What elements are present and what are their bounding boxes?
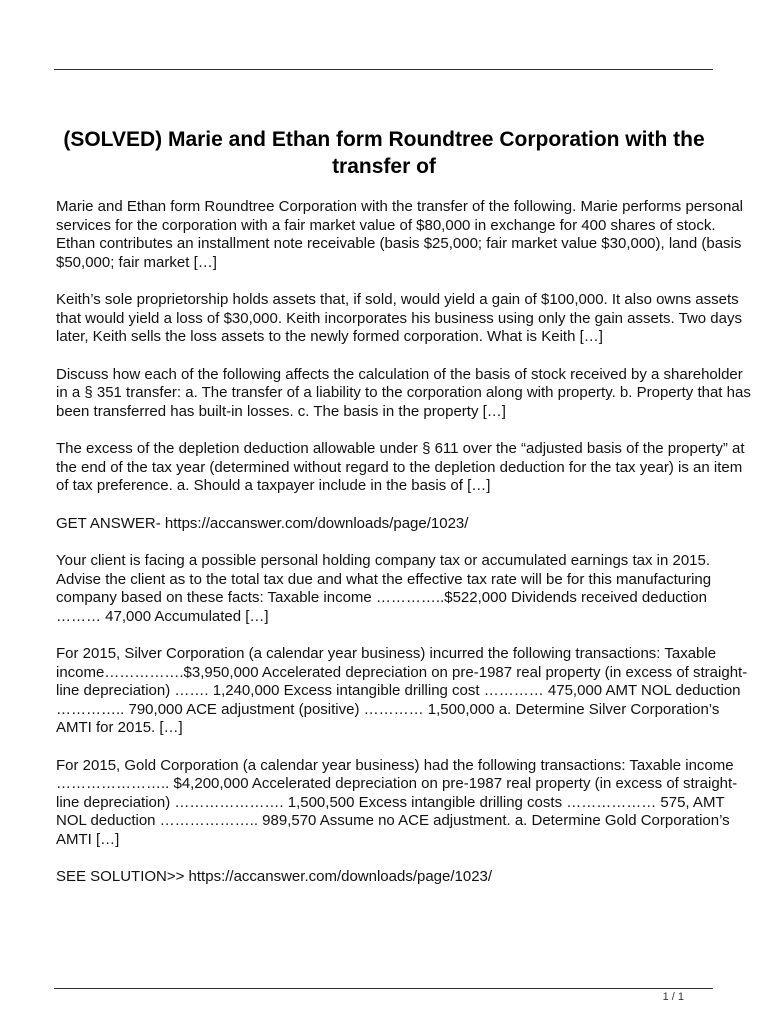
see-solution-link[interactable]: SEE SOLUTION>> https://accanswer.com/downloads/page/1023/ xyxy=(56,868,493,885)
page-number: 1 / 1 xyxy=(662,991,684,1003)
paragraph-roundtree: Marie and Ethan form Roundtree Corporation with the transfer of the following. Marie performs personal services for the corporation with a fair market value of $80,000 in exchange for 400 shares of stock. Ethan contributes an installment note receivable (basis $25,000; fair market value $30,000), land (basis $50,000; fair market […] xyxy=(56,198,744,271)
page-title: (SOLVED) Marie and Ethan form Roundtree Corporation with the transfer of xyxy=(63,128,705,178)
footer-divider xyxy=(54,988,713,989)
paragraph-gold-corporation: For 2015, Gold Corporation (a calendar year business) had the following transactions: Taxable income ………………….. $4,200,000 Accelerated depreciation on pre-1987 real property (in excess of straight- line depreciation) …………………. 1,500,500 Excess intangible drilling costs ……………… 575, AMT NOL deduction ……………….. 989,570 Assume no ACE adjustment. a. Determine Gold Corporation’s AMTI […] xyxy=(56,756,738,848)
get-answer-link[interactable]: GET ANSWER- https://accanswer.com/downloads/page/1023/ xyxy=(56,514,469,532)
paragraph-keith: Keith’s sole proprietorship holds assets that, if sold, would yield a gain of $100,000. It also owns assets that would yield a loss of $30,000. Keith incorporates his business using only the gain assets. Two days later, Keith sells the loss assets to the newly formed corporation. What is Keith […] xyxy=(56,291,742,345)
paragraph-depletion: The excess of the depletion deduction allowable under § 611 over the “adjusted basis of the property” at the end of the tax year (determined without regard to the depletion deduction for the tax year) is an item of tax preference. a. Should a taxpayer include in the basis of […] xyxy=(56,440,745,494)
document-body xyxy=(56,198,756,906)
paragraph-personal-holding: Your client is facing a possible personal holding company tax or accumulated earnings tax in 2015. Advise the client as to the total tax due and what the effective tax rate will be for this manufacturing company based on these facts: Taxable income …………..$522,000 Dividends received deduction ……… 47,000 Accumulated […] xyxy=(56,552,712,625)
paragraph-silver-corporation: For 2015, Silver Corporation (a calendar year business) incurred the following transactions: Taxable income…………….$3,950,000 Accelerated depreciation on pre-1987 real property (in excess of straight-line depreciation) ……. 1,240,000 Excess intangible drilling cost ………… 475,000 AMT NOL deduction ………….. 790,000 ACE adjustment (positive) ………… 1,500,000 a. Determine Silver Corporation’s AMTI for 2015. […] xyxy=(56,645,748,736)
header-divider xyxy=(54,69,713,70)
paragraph-section-351: Discuss how each of the following affects the calculation of the basis of stock received by a shareholder in a § 351 transfer: a. The transfer of a liability to the corporation along with property. b. Property that has been transferred has built-in losses. c. The basis in the property […] xyxy=(56,365,751,420)
